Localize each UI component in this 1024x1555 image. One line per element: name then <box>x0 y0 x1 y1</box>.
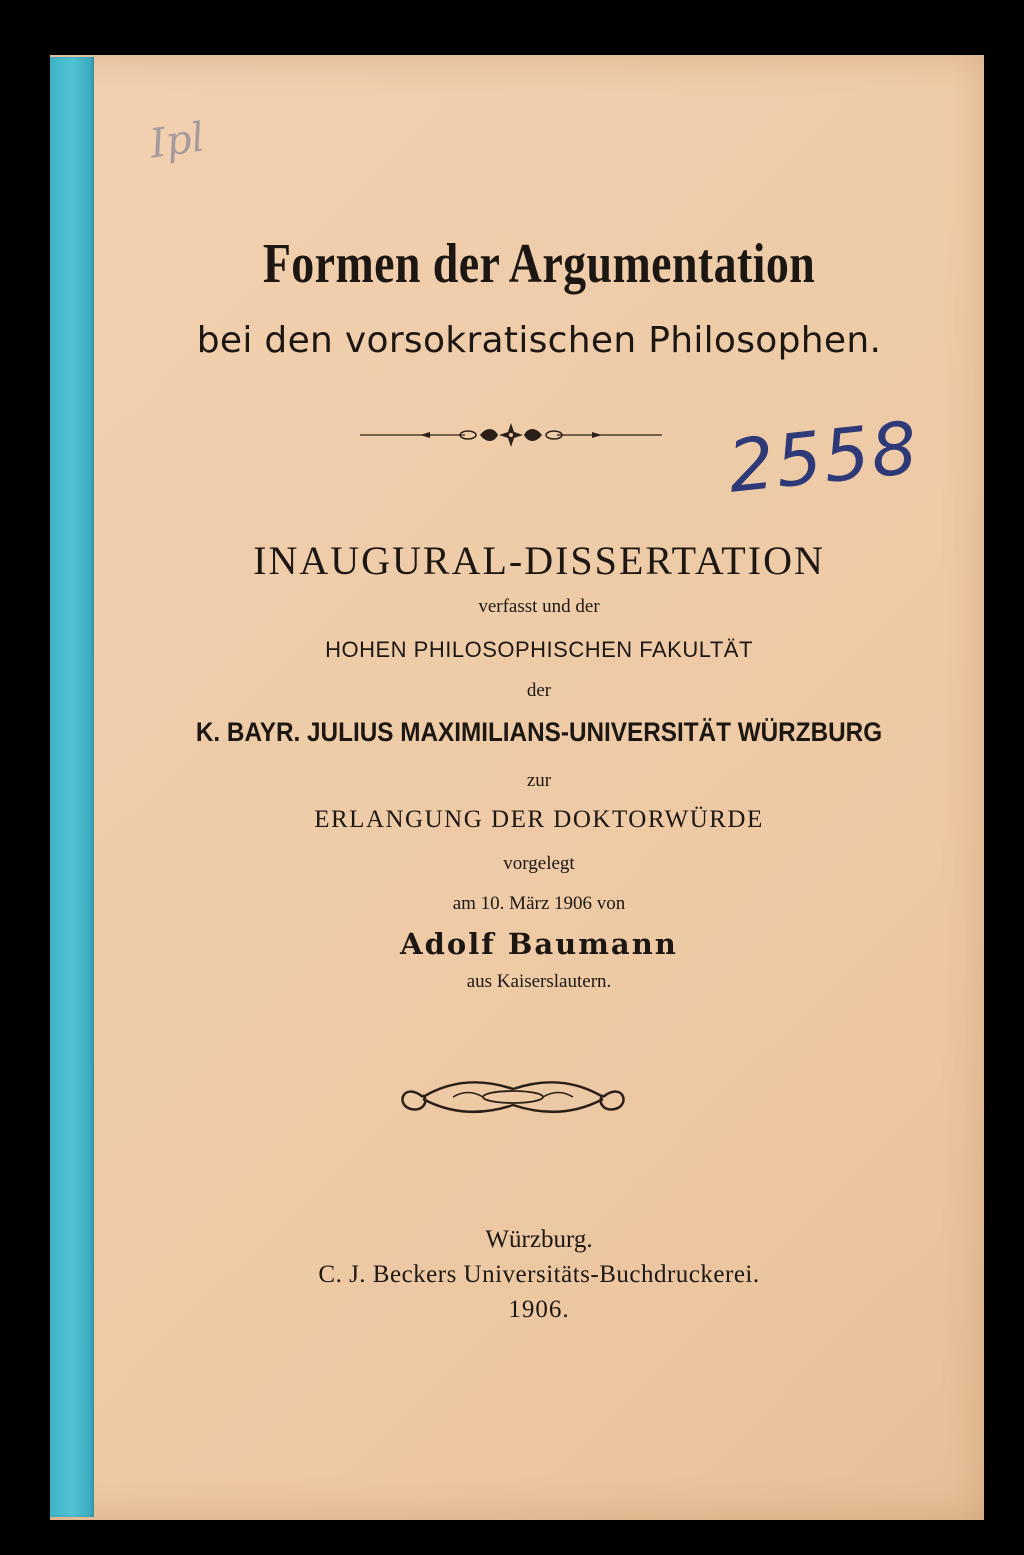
spine-binding <box>50 57 94 1517</box>
faculty-name: HOHEN PHILOSOPHISCHEN FAKULTÄT <box>325 637 753 662</box>
degree-line: ERLANGUNG DER DOKTORWÜRDE <box>314 806 764 833</box>
submitted-line: verfasst und der <box>478 596 600 617</box>
handwritten-shelf-number: 2558 <box>724 405 924 509</box>
publication-place: Würzburg. <box>485 1226 593 1253</box>
author-origin: aus Kaiserslautern. <box>466 971 612 992</box>
ornament-divider-icon <box>360 422 662 448</box>
book-subtitle: bei den vorsokratischen Philosophen. <box>196 320 882 361</box>
date-line: am 10. März 1906 von <box>452 893 626 914</box>
zur-line: zur <box>526 770 552 791</box>
scroll-ornament-icon <box>393 1075 633 1119</box>
dissertation-type: INAUGURAL-DISSERTATION <box>253 538 825 583</box>
pencil-note: Ipl <box>147 114 208 168</box>
university-name: K. BAYR. JULIUS MAXIMILIANS-UNIVERSITÄT WÜRZBURG <box>195 717 883 747</box>
der-line: der <box>526 680 552 701</box>
printer-name: C. J. Beckers Universitäts-Buchdruckerei. <box>318 1261 760 1288</box>
vorgelegt-line: vorgelegt <box>503 853 575 874</box>
book-title: Formen der Argumentation <box>262 233 816 295</box>
publication-year: 1906. <box>508 1296 570 1323</box>
author-name: Adolf Baumann <box>400 927 678 961</box>
